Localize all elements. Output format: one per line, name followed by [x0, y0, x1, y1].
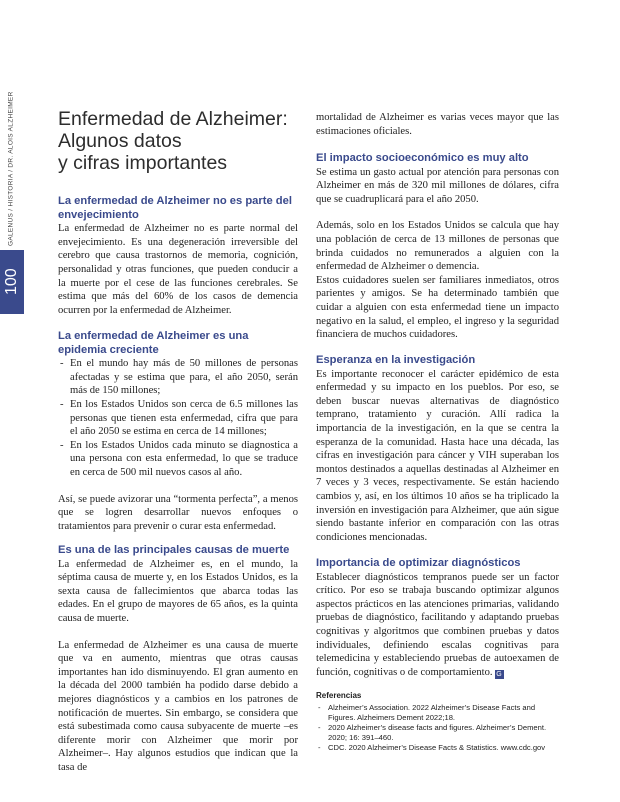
list-item: - En los Estados Unidos cada minuto se diagnostica a una persona con esta enfermedad, lo que se traduce en cerca de 500 mil nuevos casos al año. [58, 439, 298, 480]
section-paragraph: mortalidad de Alzheimer es varias veces mayor que las estimaciones oficiales. [316, 112, 559, 137]
reference-item: - CDC. 2020 Alzheimer’s Disease Facts & Statistics. www.cdc.gov [316, 743, 559, 753]
section-not-aging [58, 195, 298, 317]
section-heading: La enfermedad de Alzheimer es una epidemia creciente [58, 330, 249, 356]
page-title [58, 108, 298, 174]
list-item: - En los Estados Unidos son cerca de 6.5 millones las personas que tienen esta enfermedad, cifra que para el año 2050 se estima en cerca de 14 millones; [58, 398, 298, 439]
section-paragraph: Además, solo en los Estados Unidos se calcula que hay una población de cerca de 13 millones de personas que brinda cuidados no remunerados a alguien con la enfermedad de Alzheimer o demencia. [316, 220, 559, 273]
section-paragraph [316, 571, 559, 680]
section-diagnostics [316, 557, 559, 679]
references [316, 689, 559, 753]
references-list [316, 703, 559, 753]
reference-item: - Alzheimer’s Association. 2022 Alzheimer’s Disease Facts and Figures. Alzheimers Dement 2022;18. [316, 703, 559, 723]
list-item: - En el mundo hay más de 50 millones de personas afectadas y se estima que para, el año 2050, serán más de 150 millones; [58, 357, 298, 398]
section-heading: Esperanza en la investigación [316, 354, 476, 366]
running-head: GALENUS / HISTORIA / DR. ALOIS ALZHEIMER [7, 91, 15, 246]
section-paragraph: Es importante reconocer el carácter epidémico de esta enfermedad y su impacto en los pueblos. Por eso, se deben buscar nuevas alternativas de diagnóstico temprano, tratamiento y curación. Allí radica la importancia de la investigación, en la que se centra la esperanza de la comunidad. Hasta hace una década, las cifras en investigación para cáncer y VIH superaban los montos destinados a aquellas destinadas al Alzheimer en 7 veces y 3 veces, respectivamente. Se están haciendo cambios y, así, en los últimos 10 años se ha triplicado la inversión en investigación para Alzheimer, que aún sigue siendo bastante inferior en comparación con las otras condiciones mencionadas. [316, 368, 559, 543]
references-title: Referencias [316, 691, 362, 700]
bullet-list [58, 357, 298, 479]
diagnostics-text: Establecer diagnósticos tempranos puede ser un factor crítico. Por eso se trabaja buscando optimizar algunos aspectos prácticos en las atenciones primarias, validando pruebas de diagnóstico, facilitando y adaptando pruebas cognitivas y algoritmos que combinen pruebas y datos individuales, definiendo escalas cognitivas para telemedicina y estableciendo pruebas de autoexamen de función, cognitivas o de comportamiento. [316, 571, 559, 678]
section-paragraph: Estos cuidadores suelen ser familiares inmediatos, otros parientes y amigos. Se ha determinado también que cuidar a alguien con esta enfermedad tiene un impacto negativo en la salud, el empleo, el ingreso y la seguridad financiera de muchos cuidadores. [316, 274, 559, 341]
section-heading: La enfermedad de Alzheimer no es parte del envejecimiento [58, 195, 292, 221]
reference-item: - 2020 Alzheimer’s disease facts and figures. Alzheimer’s Dement. 2020; 16: 391–460. [316, 723, 559, 743]
section-paragraph: La enfermedad de Alzheimer es una causa de muerte que va en aumento, mientras que otras causas importantes han ido disminuyendo. El gran aumento en la década del 2000 también ha podido darse debido a mejores diagnósticos y a cambios en los patrones de notificación de muertes. Sin embargo, se considera que está subestimada como causa subyacente de muerte –es diferente morir con Alzheimer que morir por Alzheimer–. Hay algunos estudios que indican que la tasa de [58, 639, 298, 773]
title-line-2: Algunos datos [58, 130, 182, 152]
section-cause-of-death [58, 544, 298, 775]
section-heading: El impacto socioeconómico es muy alto [316, 152, 529, 164]
section-heading: Es una de las principales causas de muerte [58, 544, 290, 556]
section-research-hope [316, 354, 559, 544]
page-number: 100 [3, 268, 20, 296]
section-paragraph: La enfermedad de Alzheimer es, en el mundo, la séptima causa de muerte y, en los Estados Unidos, es la sexta causa de fallecimientos que abarca todas las edades. En el grupo de mayores de 65 años, es la quinta causa de muerte. [58, 558, 298, 624]
section-cause-of-death-continued [316, 111, 559, 138]
section-epidemic [58, 330, 298, 533]
end-of-article-icon: G [496, 670, 502, 678]
section-heading: Importancia de optimizar diagnósticos [316, 557, 521, 569]
title-line-3: y cifras importantes [58, 152, 228, 174]
title-line-1: Enfermedad de Alzheimer: [58, 108, 288, 130]
section-socioeconomic [316, 152, 559, 342]
section-paragraph: La enfermedad de Alzheimer no es parte normal del envejecimiento. Es una degeneración irreversible del cerebro que causa trastornos de memoria, cognición, personalidad y otras funciones, que pueden conducir a la muerte por el cese de las funciones cerebrales. Se estima que más del 60% de los casos de demencia ocurren por la enfermedad de Alzheimer. [58, 223, 298, 316]
section-paragraph: Así, se puede avizorar una “tormenta perfecta”, a menos que se logren desarrollar nuevos enfoques o tratamientos para prevenir o curar esta enfermedad. [58, 493, 298, 532]
section-paragraph: Se estima un gasto actual por atención para personas con Alzheimer en más de 320 mil millones de dólares, cifra que se cuadruplicará para el año 2050. [316, 166, 559, 205]
